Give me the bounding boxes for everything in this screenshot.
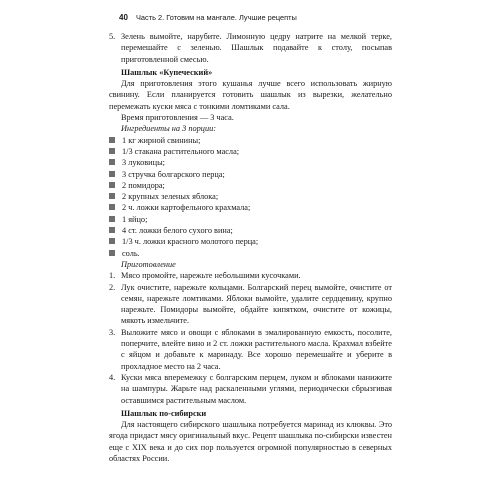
page-body — [109, 31, 392, 464]
cooking-time: Время приготовления — 3 часа. — [121, 113, 234, 123]
ingredient-item — [109, 214, 392, 225]
square-bullet-icon — [109, 182, 115, 188]
step-number: 4. — [109, 372, 116, 382]
running-title: Часть 2. Готовим на мангале. Лучшие рецепты — [135, 13, 297, 22]
step-number: 5. — [109, 32, 116, 41]
square-bullet-icon — [109, 137, 115, 143]
ingredient-item — [109, 236, 392, 247]
square-bullet-icon — [109, 250, 115, 256]
page-number: 40 — [119, 13, 128, 22]
step-text: Лук очистите, нарежьте кольцами. Болгарский перец вымойте, очистите от семян, нарежьте ломтиками. Яблоки вымойте, удалите сердцевину, крупно нарежьте. Помидоры вымойте, обдайте кипятком, очистите от кожицы, мякоть измельчите. — [121, 282, 392, 326]
ingredient-text: 2 крупных зеленых яблока; — [122, 192, 219, 202]
step-item — [109, 372, 392, 406]
recipe-intro: Для приготовления этого кушанья лучше всего использовать жирную свинину. Если планируется готовить шашлык из вырезки, желательно перемежать куски мяса с тонкими ломтиками сала. — [109, 79, 392, 111]
ingredient-item — [109, 157, 392, 168]
ingredient-text: 3 луковицы; — [122, 158, 165, 168]
ingredients-label: Ингредиенты на 3 порции: — [121, 124, 217, 134]
square-bullet-icon — [109, 148, 115, 154]
square-bullet-icon — [109, 238, 115, 244]
step-text: Куски мяса вперемежку с болгарским перцем, луком и яблоками нанижите на шампуры. Жарьте над раскаленными углями, периодически сбрызгивая оставшимся растительным маслом. — [121, 372, 392, 405]
ingredient-text: 1/3 ч. ложки красного молотого перца; — [122, 237, 259, 247]
step-list — [109, 270, 392, 406]
step-text: Выложите мясо и овощи с яблоками в эмалированную емкость, посолите, поперчите, влейте вино и 2 ст. ложки растительного масла. Крахмал взбейте с яйцом и добавьте к маринаду. Все хорошо перемешайте и уберите в прохладное место на 2 часа. — [121, 327, 392, 371]
step-item — [109, 31, 392, 65]
ingredient-item — [109, 248, 392, 259]
square-bullet-icon — [109, 227, 115, 233]
step-number: 2. — [109, 282, 116, 292]
square-bullet-icon — [109, 159, 115, 165]
ingredient-text: соль. — [122, 248, 140, 258]
step-item — [109, 270, 392, 281]
step-number: 1. — [109, 271, 116, 281]
step-number: 3. — [109, 327, 116, 337]
square-bullet-icon — [109, 171, 115, 177]
step-item — [109, 327, 392, 372]
running-header — [119, 13, 389, 23]
ingredient-item — [109, 135, 392, 146]
step-text: Зелень вымойте, нарубите. Лимонную цедру натрите на мелкой терке, перемешайте с зеленью. Шашлык подавайте к столу, посыпав приготовленной смесью. — [121, 32, 392, 64]
recipe-title: Шашлык «Купеческий» — [121, 67, 213, 77]
ingredient-text: 1 яйцо; — [122, 214, 148, 224]
recipe-intro: Для настоящего сибирского шашлыка потребуется маринад из клюквы. Это ягода придаст мясу оригинальный вкус. Рецепт шашлыка по-сибирски известен еще с XIX века и до сих пор пользуется огромной популярностью в северных областях России. — [109, 420, 392, 463]
ingredient-text: 3 стручка болгарского перца; — [122, 169, 225, 179]
ingredient-text: 1 кг жирной свинины; — [122, 135, 201, 145]
ingredient-item — [109, 225, 392, 236]
ingredient-item — [109, 169, 392, 180]
ingredient-item — [109, 202, 392, 213]
ingredient-text: 1/3 стакана растительного масла; — [122, 146, 240, 156]
recipe-title: Шашлык по-сибирски — [121, 408, 207, 418]
preparation-label: Приготовление — [121, 259, 176, 269]
square-bullet-icon — [109, 204, 115, 210]
ingredient-item — [109, 191, 392, 202]
step-item — [109, 282, 392, 327]
ingredient-list — [109, 135, 392, 259]
ingredient-item — [109, 180, 392, 191]
ingredient-text: 4 ст. ложки белого сухого вина; — [122, 226, 233, 236]
ingredient-text: 2 ч. ложки картофельного крахмала; — [122, 203, 251, 213]
square-bullet-icon — [109, 216, 115, 222]
step-text: Мясо промойте, нарежьте небольшими кусочками. — [121, 271, 301, 281]
ingredient-text: 2 помидора; — [122, 180, 165, 190]
ingredient-item — [109, 146, 392, 157]
square-bullet-icon — [109, 193, 115, 199]
